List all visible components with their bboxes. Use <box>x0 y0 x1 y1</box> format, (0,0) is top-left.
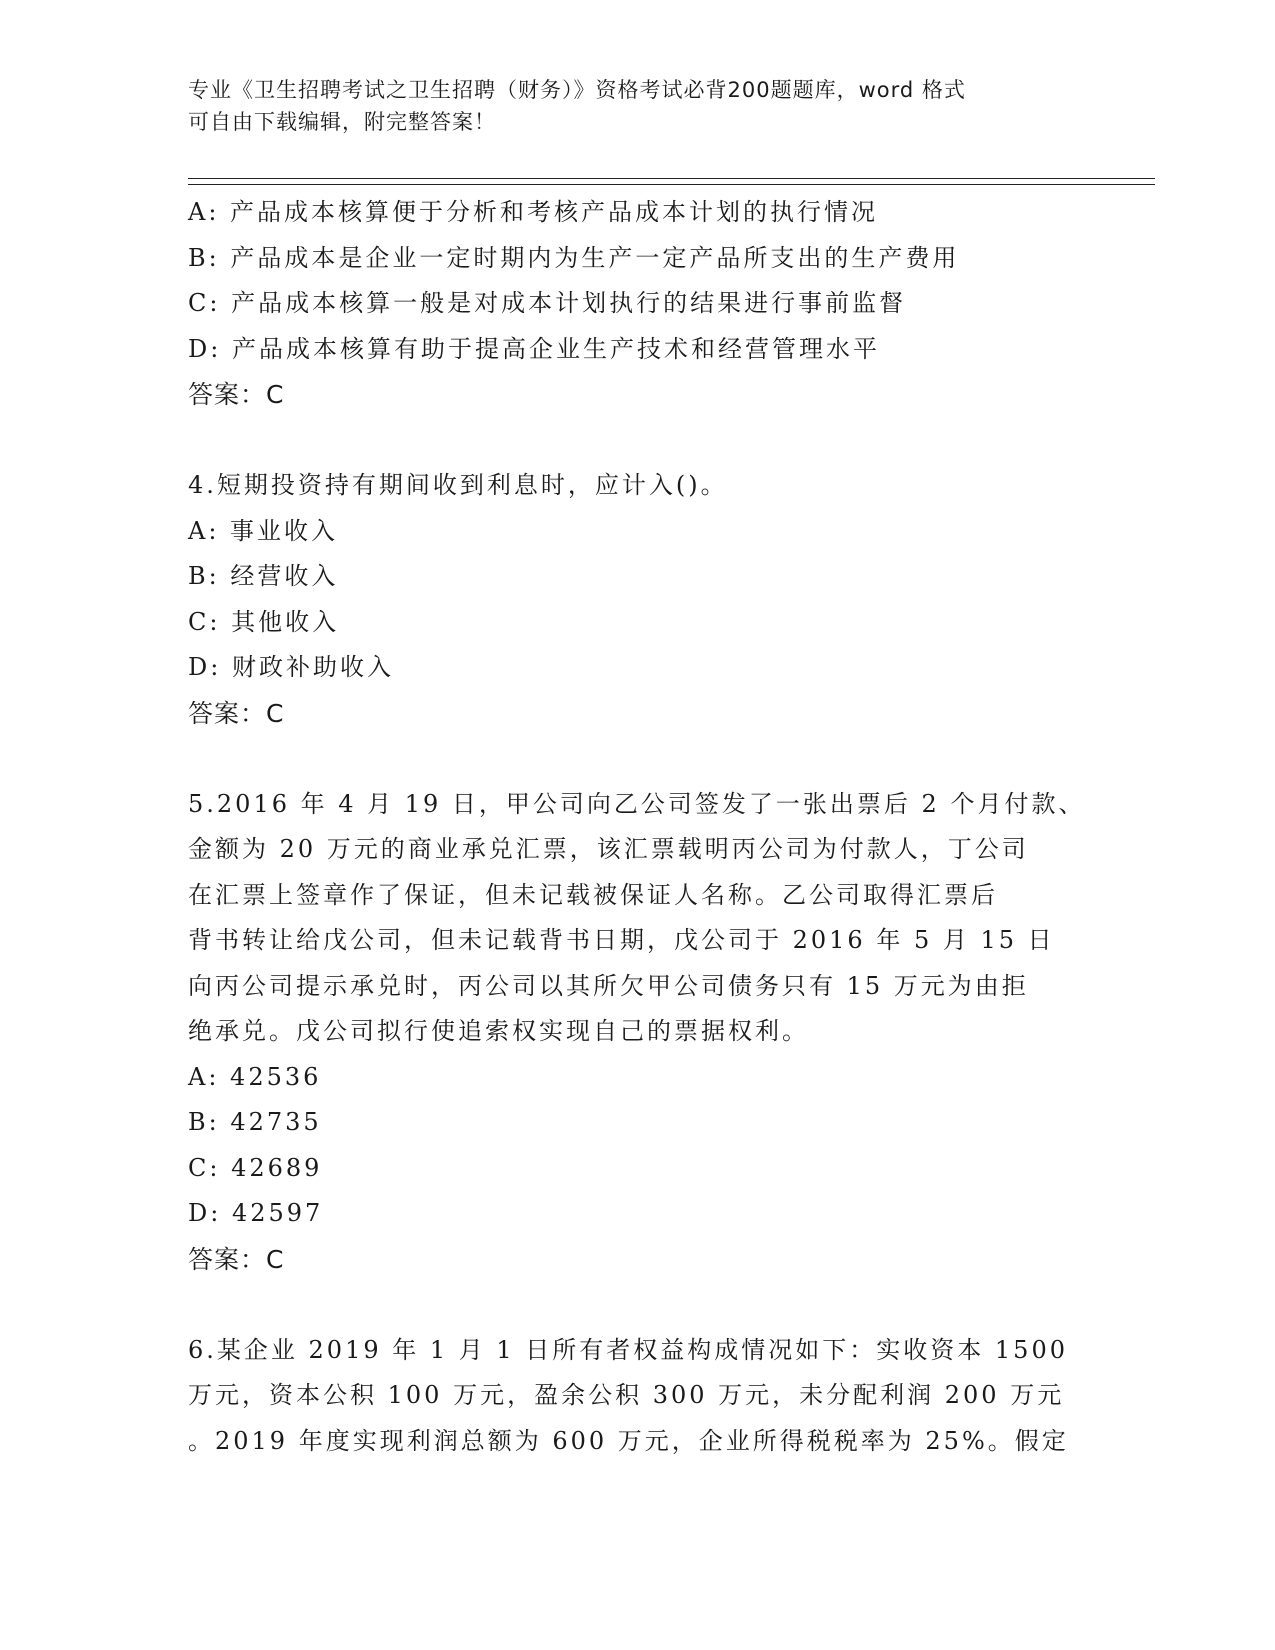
question-text-line: 向丙公司提示承兑时，丙公司以其所欠甲公司债务只有 15 万元为由拒 <box>188 971 1029 1000</box>
option-c: C: 其他收入 <box>188 607 340 636</box>
option-b: B: 经营收入 <box>188 562 339 590</box>
header-divider-top <box>188 178 1155 179</box>
question-3 <box>188 190 1078 418</box>
option-d: D: 财政补助收入 <box>188 653 394 681</box>
question-6 <box>188 1328 1078 1465</box>
option-a: A: 事业收入 <box>188 516 339 545</box>
spacer <box>188 1282 1078 1328</box>
option-a: A: 42536 <box>188 1062 322 1091</box>
header-title-line-2: 可自由下载编辑，附完整答案！ <box>188 110 496 134</box>
document-body <box>188 190 1086 1464</box>
option-b: B: 产品成本是企业一定时期内为生产一定产品所支出的生产费用 <box>188 243 960 272</box>
spacer <box>188 418 1078 464</box>
answer-label: 答案：C <box>188 1244 285 1274</box>
header-title-line-1: 专业《卫生招聘考试之卫生招聘（财务）》资格考试必背200题题库，word 格式 <box>188 78 966 102</box>
question-text-line: 绝承兑。戊公司拟行使追索权实现自己的票据权利。 <box>188 1017 809 1045</box>
option-c: C: 42689 <box>188 1153 323 1182</box>
option-c: C: 产品成本核算一般是对成本计划执行的结果进行事前监督 <box>188 289 907 317</box>
answer-label: 答案：C <box>188 698 285 728</box>
question-text: 4.短期投资持有期间收到利息时，应计入()。 <box>188 471 728 499</box>
document-header <box>188 74 1068 138</box>
header-divider-bottom <box>188 184 1155 185</box>
question-text-line: 背书转让给戊公司，但未记载背书日期，戊公司于 2016 年 5 月 15 日 <box>188 926 1055 954</box>
question-text-line: 万元，资本公积 100 万元，盈余公积 300 万元，未分配利润 200 万元 <box>188 1381 1065 1409</box>
option-b: B: 42735 <box>188 1108 322 1136</box>
option-a: A: 产品成本核算便于分析和考核产品成本计划的执行情况 <box>188 198 879 226</box>
option-d: D: 42597 <box>188 1199 324 1227</box>
question-text-line: 金额为 20 万元的商业承兑汇票，该汇票载明丙公司为付款人，丁公司 <box>188 835 1029 863</box>
question-5 <box>188 782 1086 1283</box>
question-text-line: 6.某企业 2019 年 1 月 1 日所有者权益构成情况如下：实收资本 1500 <box>188 1335 1068 1364</box>
question-text-line: 在汇票上签章作了保证，但未记载被保证人名称。乙公司取得汇票后 <box>188 880 998 909</box>
question-text-line: 。2019 年度实现利润总额为 600 万元，企业所得税税率为 25%。假定 <box>188 1426 1069 1455</box>
question-4 <box>188 463 1078 736</box>
question-text-line: 5.2016 年 4 月 19 日，甲公司向乙公司签发了一张出票后 2 个月付款、 <box>188 789 1086 818</box>
option-d: D: 产品成本核算有助于提高企业生产技术和经营管理水平 <box>188 334 880 363</box>
answer-label: 答案：C <box>188 380 285 409</box>
spacer <box>188 736 1078 782</box>
